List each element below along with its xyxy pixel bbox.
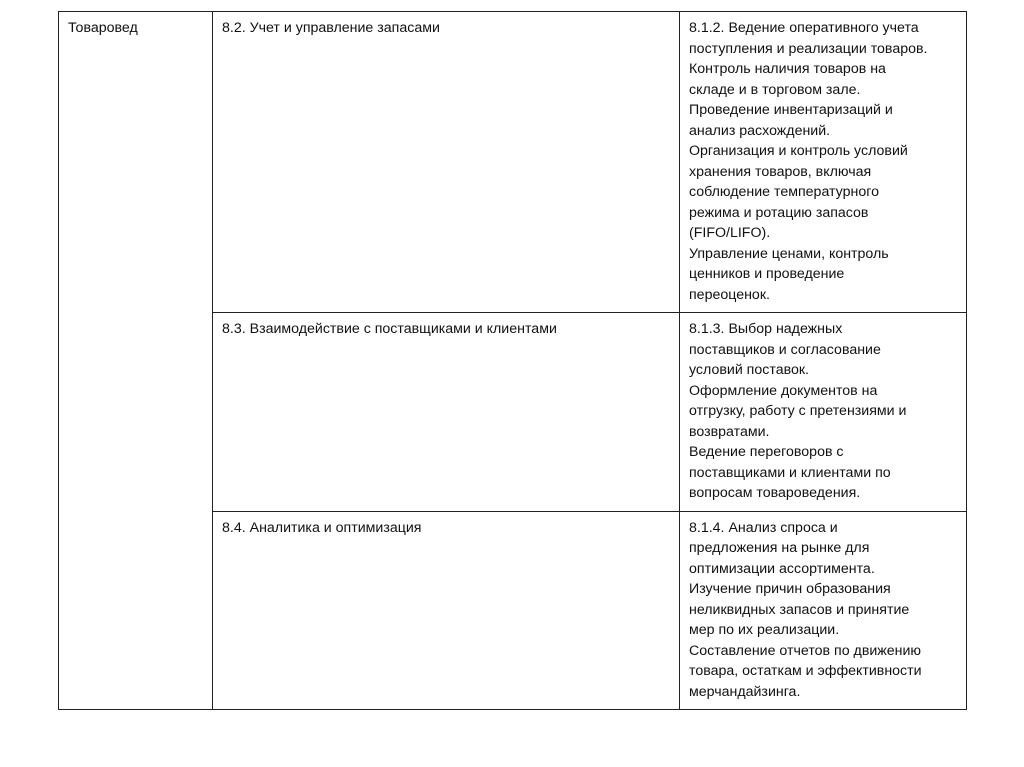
area-label: 8.4. Аналитика и оптимизация <box>222 519 422 536</box>
role-label: Товаровед <box>68 20 138 36</box>
description-line: режима и ротацию запасов <box>689 204 869 221</box>
table-row <box>59 12 967 313</box>
description-line: возвратами. <box>689 423 770 440</box>
description-line: Контроль наличия товаров на <box>689 61 886 77</box>
area-cell <box>213 313 680 512</box>
description-cell <box>680 511 967 710</box>
description-cell <box>680 313 967 512</box>
description-line: отгрузку, работу с претензиями и <box>689 403 907 419</box>
description-line: 8.1.3. Выбор надежных <box>689 321 843 337</box>
description-line: 8.1.4. Анализ спроса и <box>689 519 838 536</box>
description-line: мерчандайзинга. <box>689 683 801 700</box>
description-line: складе и в торговом зале. <box>689 81 861 98</box>
description-line: товара, остаткам и эффективности <box>689 663 922 679</box>
description-line: Организация и контроль условий <box>689 143 908 159</box>
role-cell <box>59 12 213 710</box>
description-line: Управление ценами, контроль <box>689 245 889 262</box>
description-line: соблюдение температурного <box>689 184 879 200</box>
area-cell <box>213 511 680 710</box>
description-line: мер по их реализации. <box>689 622 840 638</box>
description-line: Изучение причин образования <box>689 581 891 597</box>
description-cell <box>680 12 967 313</box>
description-line: Ведение переговоров с <box>689 444 844 460</box>
description-line: Составление отчетов по движению <box>689 642 922 659</box>
description-line: поступления и реализации товаров. <box>689 40 928 57</box>
description-line: переоценок. <box>689 286 770 303</box>
area-cell <box>213 12 680 313</box>
description-line: условий поставок. <box>689 362 809 378</box>
description-line: вопросам товароведения. <box>689 485 861 501</box>
description-line: предложения на рынке для <box>689 540 870 556</box>
description-line: анализ расхождений. <box>689 122 831 139</box>
description-line: поставщиков и согласование <box>689 341 881 358</box>
area-label: 8.3. Взаимодействие с поставщиками и клиентами <box>222 321 557 337</box>
description-line: ценников и проведение <box>689 266 845 282</box>
description-line: Проведение инвентаризаций и <box>689 102 893 118</box>
competency-table <box>58 11 967 710</box>
description-line: (FIFO/LIFO). <box>689 225 771 241</box>
description-line: 8.1.2. Ведение оперативного учета <box>689 20 919 36</box>
description-line: Оформление документов на <box>689 382 878 399</box>
description-line: хранения товаров, включая <box>689 163 872 180</box>
area-label: 8.2. Учет и управление запасами <box>222 20 440 36</box>
description-line: поставщиками и клиентами по <box>689 464 891 481</box>
description-line: неликвидных запасов и принятие <box>689 601 910 618</box>
description-line: оптимизации ассортимента. <box>689 560 875 577</box>
